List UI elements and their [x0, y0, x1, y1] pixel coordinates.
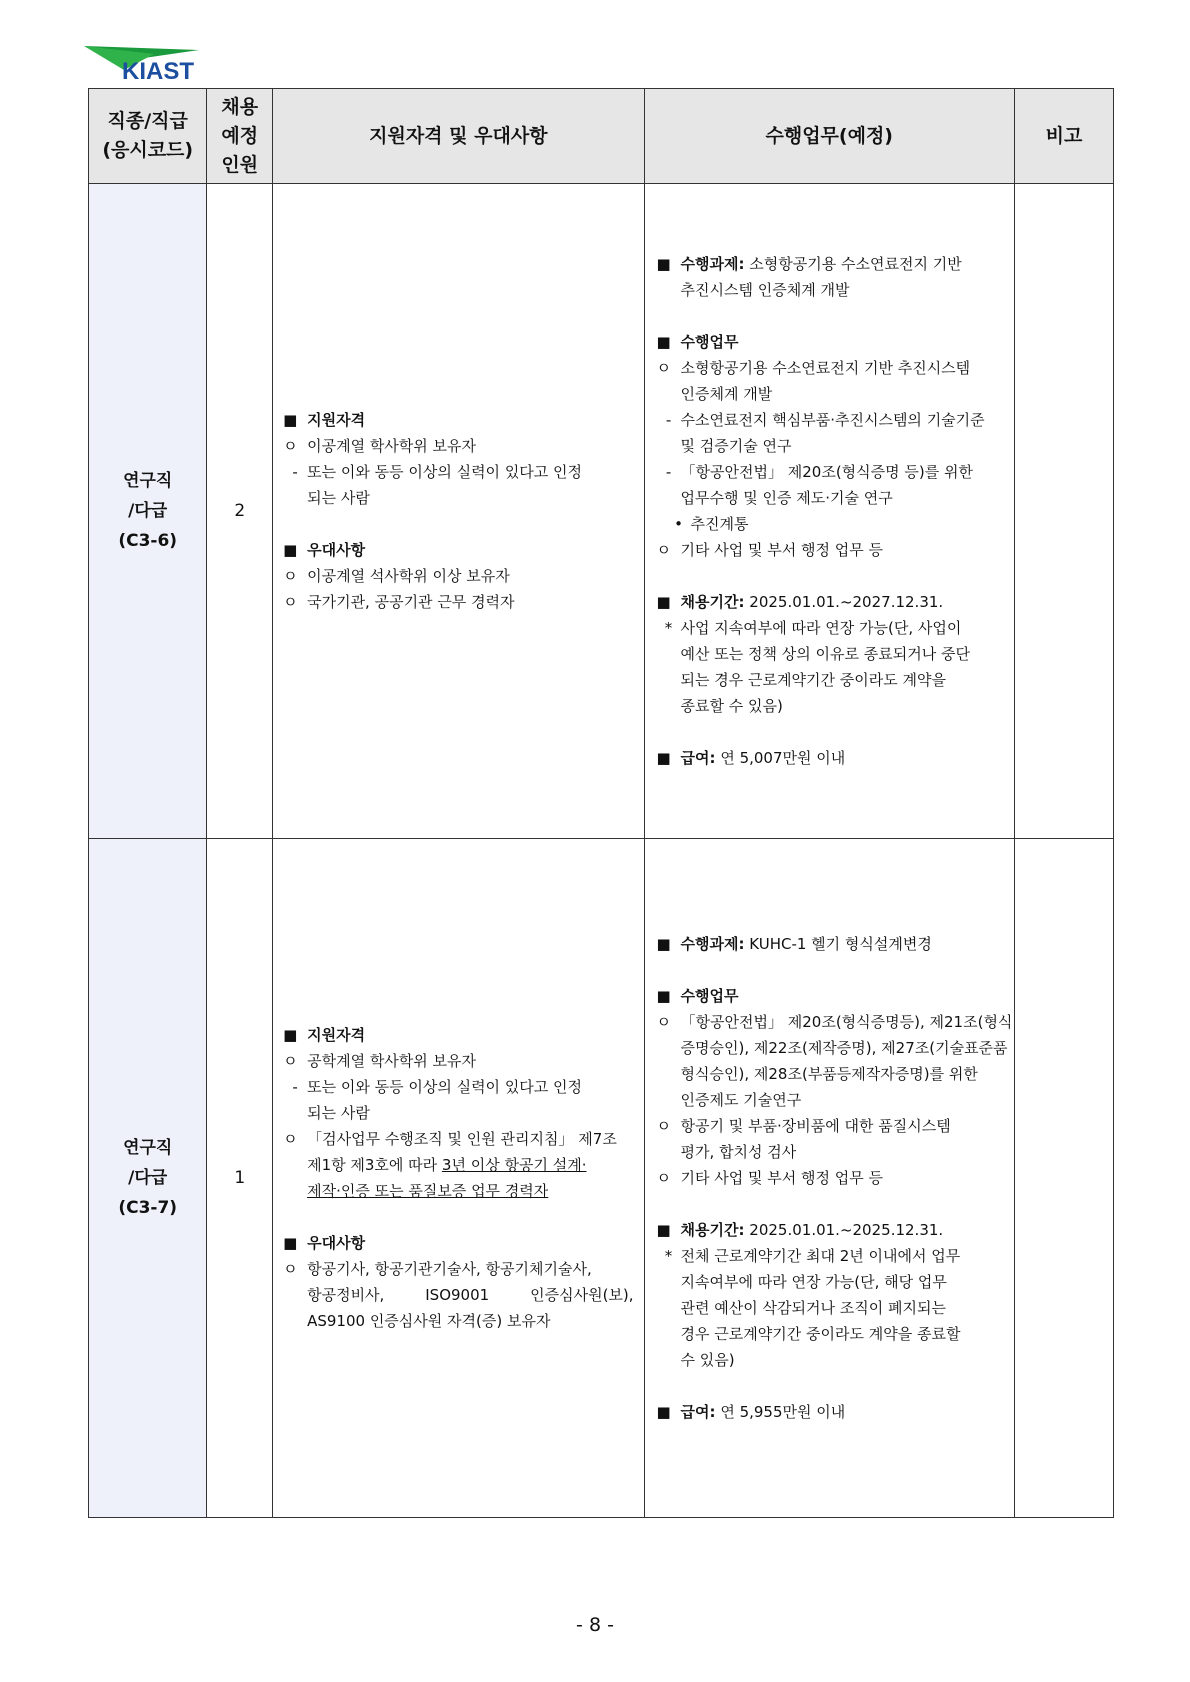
square-bullet-icon: ■	[656, 1403, 671, 1421]
asterisk-icon: *	[664, 1247, 673, 1265]
category-code: (C3-6)	[118, 531, 178, 551]
note-text: 지속여부에 따라 연장 가능(단, 해당 업무	[680, 1273, 947, 1291]
circle-bullet-icon: ㅇ	[283, 1130, 298, 1148]
category-line: /다급	[128, 501, 168, 521]
task-text: KUHC-1 헬기 형식설계변경	[749, 935, 932, 953]
dash-bullet-icon: -	[292, 463, 298, 481]
table-row	[89, 839, 1114, 1518]
pref-item-cont: AS9100 인증심사원 자격(증) 보유자	[307, 1312, 551, 1330]
circle-bullet-icon: ㅇ	[283, 593, 298, 611]
section-heading: 지원자격	[307, 1026, 366, 1044]
circle-bullet-icon: ㅇ	[656, 541, 672, 559]
work-item: 수소연료전지 핵심부품·추진시스템의 기술기준	[680, 411, 985, 429]
qual-item: 또는 이와 동등 이상의 실력이 있다고 인정	[307, 1078, 583, 1096]
header-category	[89, 89, 207, 184]
count-cell: 2	[207, 184, 273, 839]
period-label: 채용기간:	[680, 593, 745, 611]
work-item-cont: 인증제도 기술연구	[680, 1091, 802, 1109]
work-label: 수행업무	[680, 987, 739, 1005]
note-text: 종료할 수 있음)	[680, 697, 783, 715]
square-bullet-icon: ■	[283, 541, 298, 559]
category-code: (C3-7)	[118, 1198, 178, 1218]
work-item-cont: 및 검증기술 연구	[680, 437, 792, 455]
note-text: 예산 또는 정책 상의 이유로 종료되거나 중단	[680, 645, 970, 663]
duties-cell	[644, 184, 1014, 839]
qual-item: 이공계열 학사학위 보유자	[307, 437, 477, 455]
pay-label: 급여:	[680, 1403, 716, 1421]
work-label: 수행업무	[680, 333, 739, 351]
category-line: /다급	[128, 1168, 168, 1188]
work-item-cont: 평가, 합치성 검사	[680, 1143, 797, 1161]
table-row	[89, 184, 1114, 839]
work-item: 추진계통	[690, 515, 749, 533]
category-line: 연구직	[123, 1138, 173, 1158]
qual-item-cont: 되는 사람	[307, 489, 370, 507]
kiast-logo	[84, 44, 204, 88]
square-bullet-icon: ■	[656, 333, 671, 351]
work-item: 기타 사업 및 부서 행정 업무 등	[680, 541, 884, 559]
logo-text: KIAST	[122, 58, 194, 85]
note-text: 전체 근로계약기간 최대 2년 이내에서 업무	[680, 1247, 961, 1265]
remarks-cell	[1014, 839, 1113, 1518]
square-bullet-icon: ■	[283, 1234, 298, 1252]
header-count-line: 인원	[221, 153, 259, 176]
header-row	[89, 89, 1114, 184]
header-duties: 수행업무(예정)	[644, 89, 1014, 184]
square-bullet-icon: ■	[283, 411, 298, 429]
circle-bullet-icon: ㅇ	[283, 1260, 298, 1278]
header-category-line: 직종/직급	[107, 110, 188, 132]
qual-item: 또는 이와 동등 이상의 실력이 있다고 인정	[307, 463, 583, 481]
qualification-cell	[273, 839, 644, 1518]
task-text-cont: 추진시스템 인증체계 개발	[680, 281, 850, 299]
category-cell	[89, 184, 207, 839]
qual-item: 「검사업무 수행조직 및 인원 관리지침」 제7조	[307, 1130, 617, 1148]
note-text: 사업 지속여부에 따라 연장 가능(단, 사업이	[680, 619, 962, 637]
task-text: 소형항공기용 수소연료전지 기반	[749, 255, 962, 273]
duties-cell	[644, 839, 1014, 1518]
dash-bullet-icon: -	[665, 411, 672, 429]
header-count-line: 예정	[221, 124, 259, 147]
category-line: 연구직	[123, 471, 173, 491]
qual-item-cont: 제1항 제3호에 따라	[307, 1156, 442, 1174]
work-item: 기타 사업 및 부서 행정 업무 등	[680, 1169, 884, 1187]
count-cell: 1	[207, 839, 273, 1518]
dash-bullet-icon: -	[292, 1078, 298, 1096]
square-bullet-icon: ■	[656, 255, 671, 273]
pay-label: 급여:	[680, 749, 716, 767]
work-item-cont: 형식승인), 제28조(부품등제작자증명)를 위한	[680, 1065, 978, 1083]
task-label: 수행과제:	[680, 255, 745, 273]
note-text: 되는 경우 근로계약기간 중이라도 계약을	[680, 671, 946, 689]
task-label: 수행과제:	[680, 935, 745, 953]
work-item: 「항공안전법」 제20조(형식증명등), 제21조(형식	[680, 1013, 1013, 1031]
work-item-cont: 증명승인), 제22조(제작증명), 제27조(기술표준품	[680, 1039, 1008, 1057]
asterisk-icon: *	[664, 619, 673, 637]
period-value: 2025.01.01.~2025.12.31.	[749, 1221, 944, 1239]
square-bullet-icon: ■	[656, 1221, 671, 1239]
header-count	[207, 89, 273, 184]
note-text: 수 있음)	[680, 1351, 735, 1369]
qual-item-cont: 되는 사람	[307, 1104, 370, 1122]
circle-bullet-icon: ㅇ	[283, 437, 298, 455]
pay-value: 연 5,955만원 이내	[720, 1403, 846, 1421]
square-bullet-icon: ■	[656, 935, 671, 953]
page-number: - 8 -	[576, 1614, 614, 1636]
circle-bullet-icon: ㅇ	[283, 1052, 298, 1070]
pref-item-cont: 항공정비사, ISO9001 인증심사원(보),	[307, 1286, 634, 1304]
qual-item-underlined: 3년 이상 항공기 설계·	[441, 1156, 587, 1174]
work-item-cont: 업무수행 및 인증 제도·기술 연구	[680, 489, 893, 507]
remarks-cell	[1014, 184, 1113, 839]
header-count-line: 채용	[221, 95, 259, 118]
pref-item: 항공기사, 항공기관기술사, 항공기체기술사,	[307, 1260, 592, 1278]
pref-item: 이공계열 석사학위 이상 보유자	[307, 567, 510, 585]
pay-value: 연 5,007만원 이내	[720, 749, 846, 767]
section-heading: 우대사항	[307, 1234, 366, 1252]
circle-bullet-icon: ㅇ	[656, 1169, 672, 1187]
qual-item: 공학계열 학사학위 보유자	[307, 1052, 477, 1070]
square-bullet-icon: ■	[656, 987, 671, 1005]
qual-item-underlined: 제작·인증 또는 품질보증 업무 경력자	[307, 1182, 549, 1200]
note-text: 관련 예산이 삭감되거나 조직이 폐지되는	[680, 1299, 946, 1317]
square-bullet-icon: ■	[656, 749, 671, 767]
header-remarks: 비고	[1014, 89, 1113, 184]
circle-bullet-icon: ㅇ	[656, 359, 672, 377]
period-label: 채용기간:	[680, 1221, 745, 1239]
dash-bullet-icon: -	[665, 463, 672, 481]
section-heading: 지원자격	[307, 411, 366, 429]
category-cell	[89, 839, 207, 1518]
qualification-cell	[273, 184, 644, 839]
work-item-cont: 인증체계 개발	[680, 385, 773, 403]
header-qualification: 지원자격 및 우대사항	[273, 89, 644, 184]
work-item: 「항공안전법」 제20조(형식증명 등)를 위한	[680, 463, 973, 481]
dot-bullet-icon: •	[674, 515, 683, 533]
work-item: 소형항공기용 수소연료전지 기반 추진시스템	[680, 359, 971, 377]
circle-bullet-icon: ㅇ	[283, 567, 298, 585]
circle-bullet-icon: ㅇ	[656, 1117, 672, 1135]
period-value: 2025.01.01.~2027.12.31.	[749, 593, 944, 611]
note-text: 경우 근로계약기간 중이라도 계약을 종료할	[680, 1325, 961, 1343]
work-item: 항공기 및 부품·장비품에 대한 품질시스템	[680, 1117, 951, 1135]
section-heading: 우대사항	[307, 541, 366, 559]
circle-bullet-icon: ㅇ	[656, 1013, 672, 1031]
job-table	[88, 88, 1114, 1518]
pref-item: 국가기관, 공공기관 근무 경력자	[307, 593, 515, 611]
square-bullet-icon: ■	[283, 1026, 298, 1044]
header-category-line: (응시코드)	[102, 139, 194, 161]
square-bullet-icon: ■	[656, 593, 671, 611]
